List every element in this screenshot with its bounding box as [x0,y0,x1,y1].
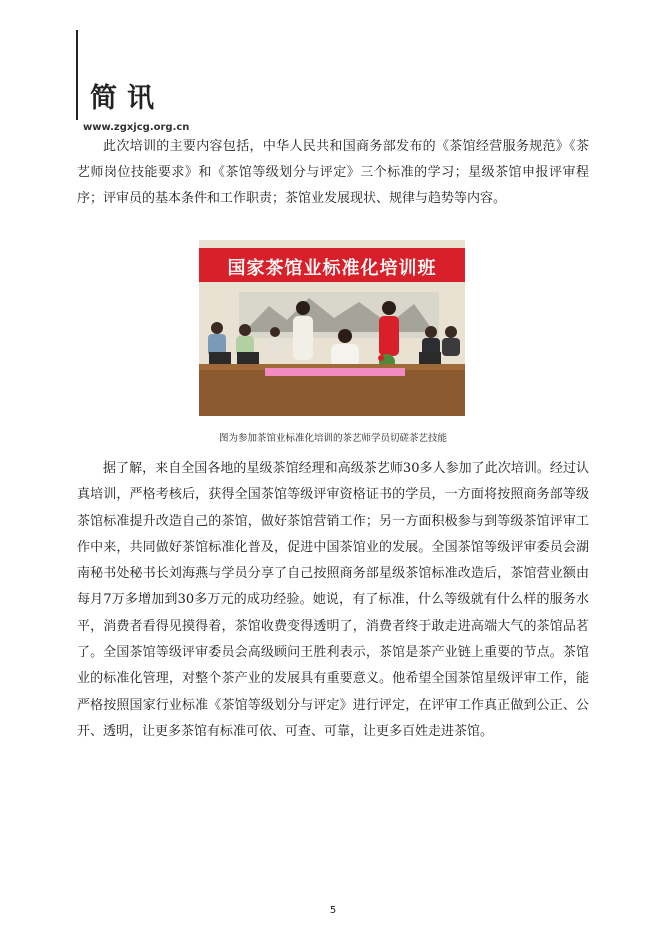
section-title: 简讯 [90,83,164,114]
article-paragraph-1: 此次培训的主要内容包括，中华人民共和国商务部发布的《茶馆经营服务规范》《茶艺师岗位技能要求》和《茶馆等级划分与评定》三个标准的学习；星级茶馆申报评审程序；评审员的基本条件和工作职责；茶馆业发展现状、规律与趋势等内容。 [77,139,589,206]
header-accent-bar [76,30,78,120]
photo-caption: 图为参加茶馆业标准化培训的茶艺师学员切磋茶艺技能 [218,433,447,444]
page-number: 5 [329,905,337,916]
article-paragraph-2: 据了解，来自全国各地的星级茶馆经理和高级茶艺师30多人参加了此次培训。经过认真培训，严格考核后，获得全国茶馆等级评审资格证书的学员，一方面将按照商务部等级茶馆标准提升改造自己的茶馆，做好茶馆营销工作；另一方面积极参与到等级茶馆评审工作中来，共同做好茶馆标准化普及，促进中国茶馆业的发展。全国茶馆等级评审委员会湖南秘书处秘书长刘海燕与学员分享了自己按照商务部星级茶馆标准改造后，茶馆营业额由每月7万多增加到30多万元的成功经验。她说，有了标准，什么等级就有什么样的服务水平，消费者看得见摸得着，茶馆收费变得透明了，消费者终于敢走进高端大气的茶馆品茗了。全国茶馆等级评审委员会高级顾问王胜利表示，茶馆是茶产业链上重要的节点。茶馆业的标准化管理，对整个茶产业的发展具有重要意义。他希望全国茶馆星级评审工作，能严格按照国家行业标准《茶馆等级划分与评定》进行评定，在评审工作真正做到公正、公开、透明，让更多茶馆有标准可依、可查、可靠，让更多百姓走进茶馆。 [77,461,589,739]
training-photo [199,240,465,416]
photo-banner-text: 国家茶馆业标准化培训班 [227,258,437,279]
site-url: www.zgxjcg.org.cn [83,122,190,133]
